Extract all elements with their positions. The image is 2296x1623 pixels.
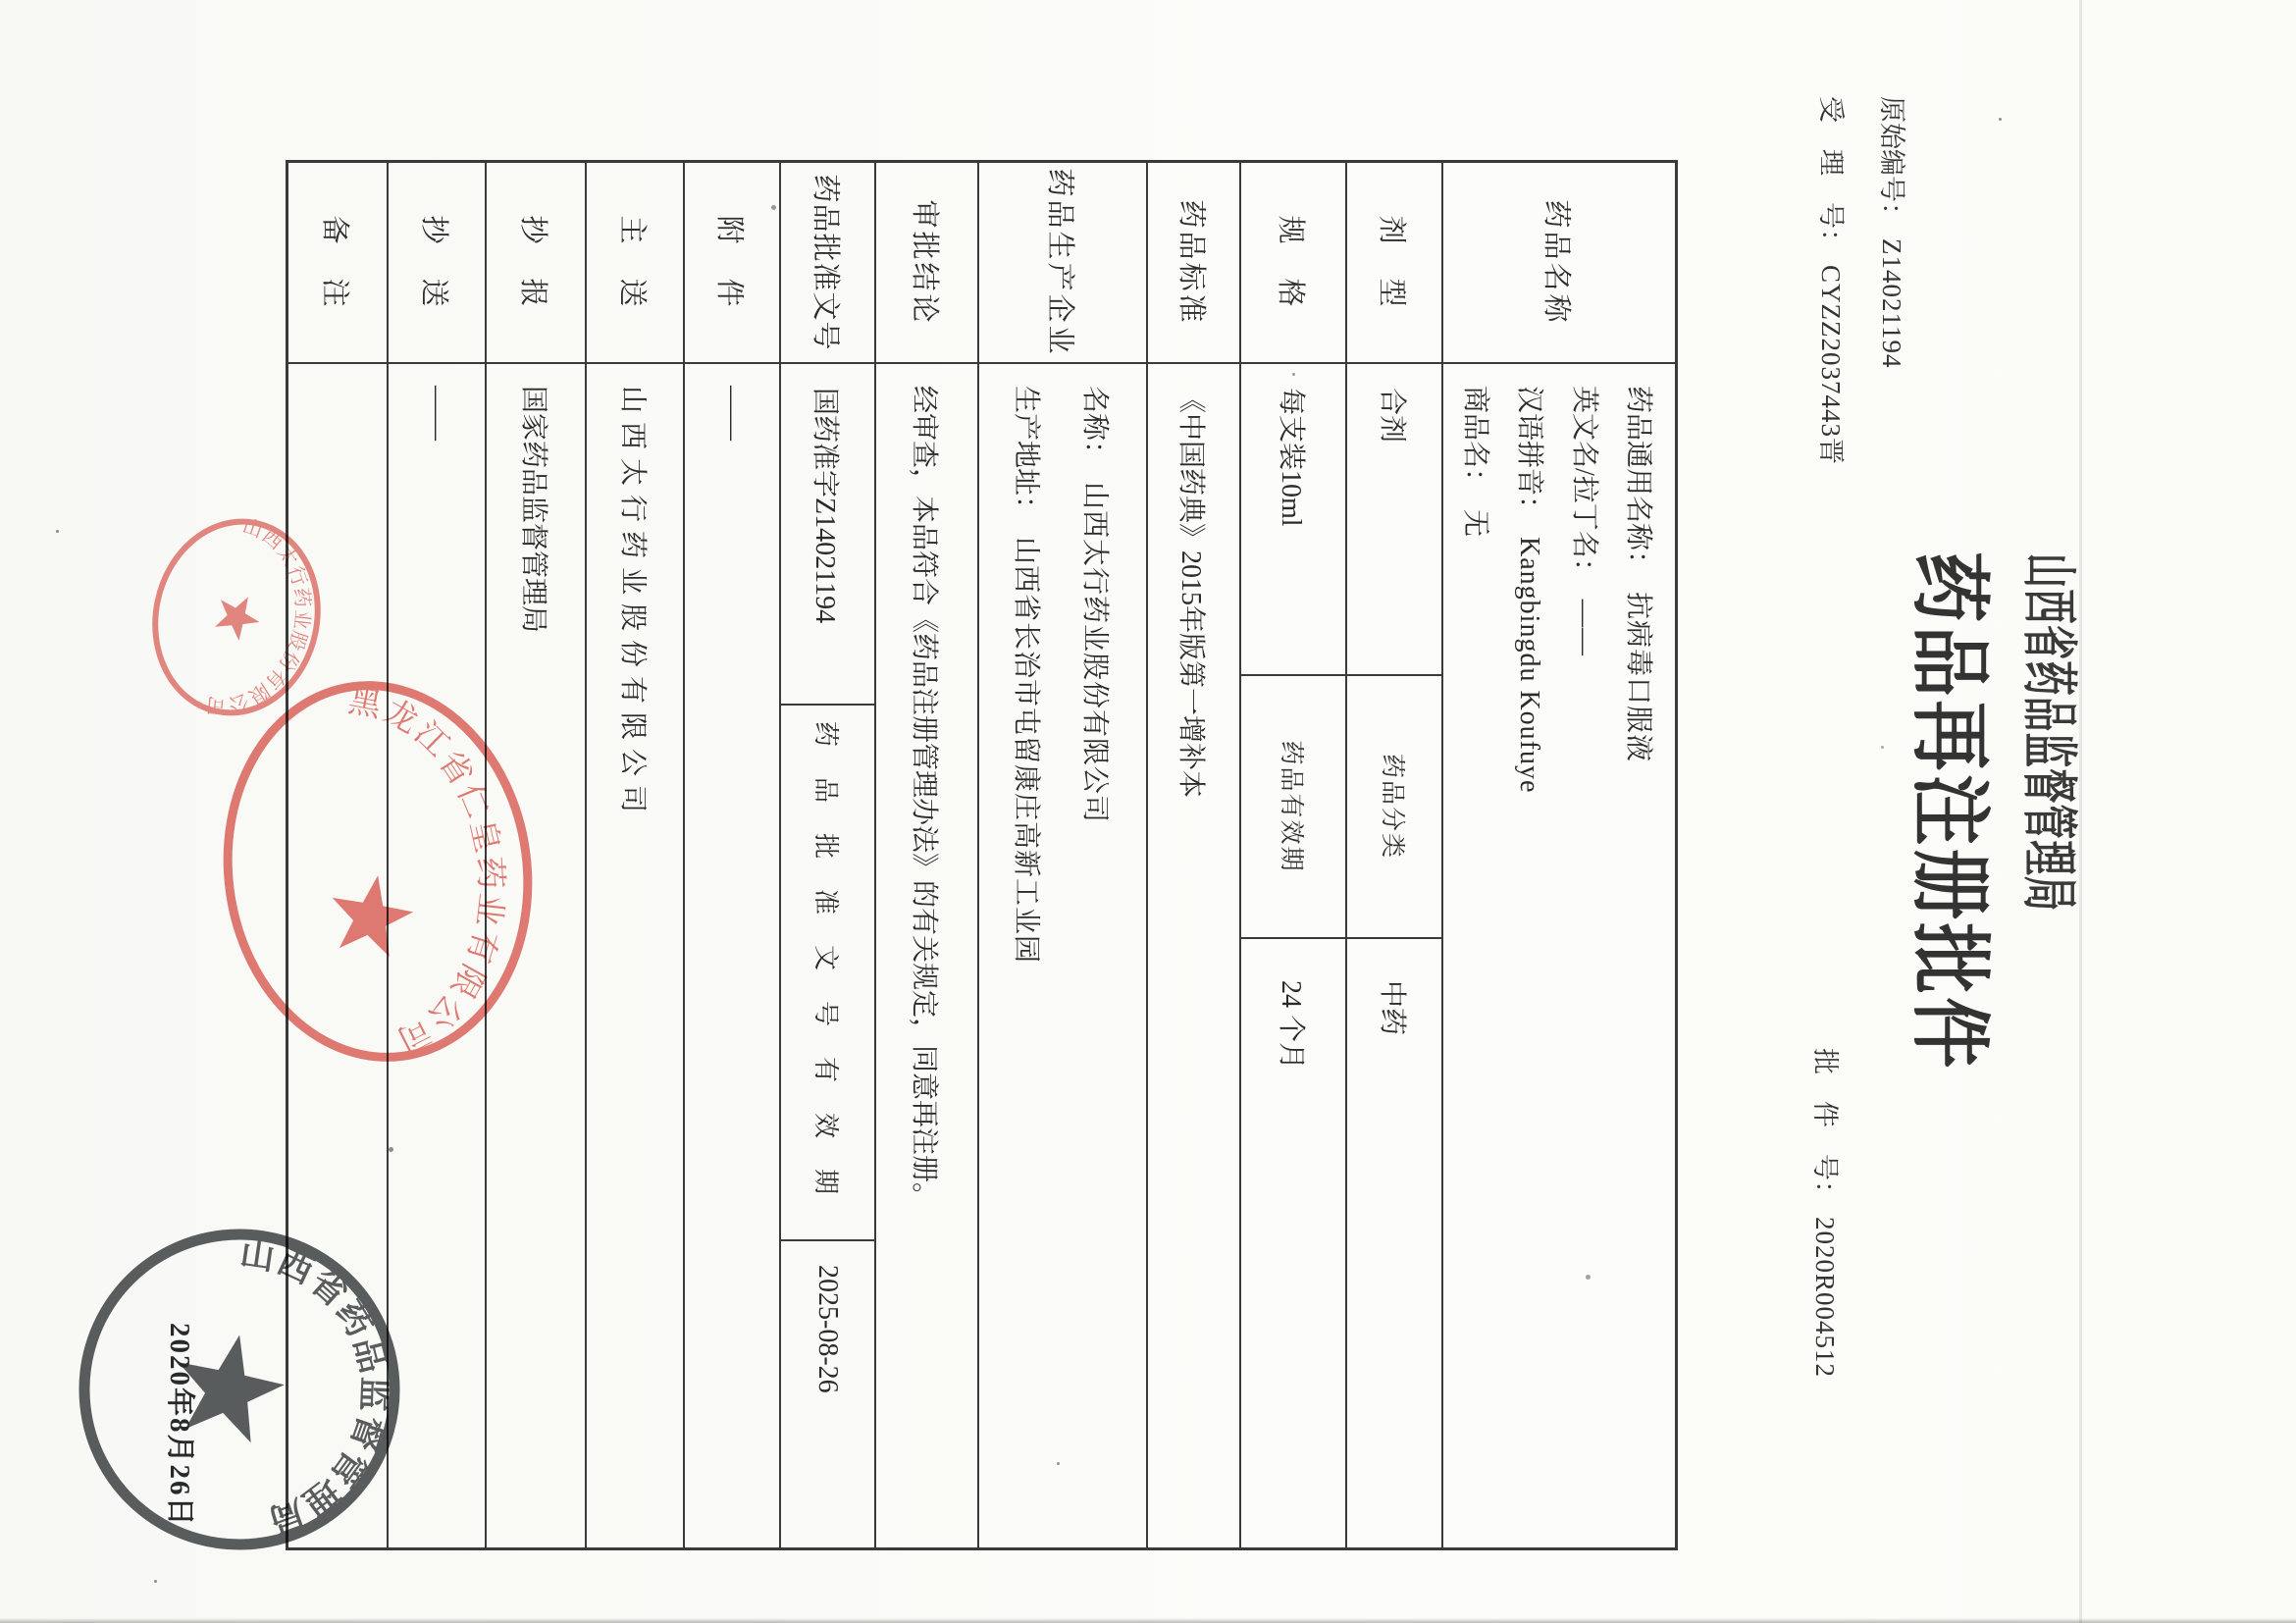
star-icon (213, 592, 264, 645)
original-number-value: Z14021194 (1877, 238, 1906, 369)
row-header-approval-number: 药品批准文号 (781, 163, 874, 364)
attachment-value: —— (717, 386, 748, 441)
red-company-seal-small (147, 513, 326, 721)
drug-category-value: 中药 (1377, 980, 1407, 1036)
original-number-label: 原始编号： (1877, 96, 1906, 229)
scan-edge-shadow (0, 1618, 2296, 1623)
red-company-seal-large (221, 677, 535, 1066)
dosage-form-value: 合剂 (1347, 364, 1441, 676)
approval-document-number-line (1808, 1048, 1847, 1378)
row-header-remarks: 备 注 (288, 163, 387, 364)
acceptance-number-label: 受 理 号： (1816, 96, 1846, 255)
table-row-manufacturer (977, 163, 1146, 1547)
standard-value: 《中国药典》2015年版第一增补本 (1175, 386, 1207, 799)
row-header-specification: 规 格 (1241, 163, 1345, 364)
row-header-copy-send: 抄 送 (389, 163, 485, 364)
table-row-main-recipient (585, 163, 683, 1547)
red-small-seal-text: 山西太行药业股份有限公司 (204, 515, 314, 716)
conclusion-value: 经审查，本品符合《药品注册管理办法》的有关规定，同意再注册。 (909, 386, 940, 1211)
document-title: 药品再注册批件 (1905, 551, 1994, 1072)
table-row-conclusion (874, 163, 977, 1547)
manufacturer-name-line: 名称：山西太行药业股份有限公司 (1079, 386, 1110, 824)
acceptance-number-value: CYZZ2037443晋 (1816, 265, 1846, 465)
approval-number-validity-label: 药品批准文号有效期 (781, 706, 874, 1241)
approval-document-number-value: 2020R004512 (1810, 1217, 1840, 1379)
row-header-conclusion: 审批结论 (876, 163, 977, 364)
attachment-content (685, 364, 779, 1547)
row-header-copy-report: 抄 报 (487, 163, 585, 364)
row-header-manufacturer: 药品生产企业 (979, 163, 1146, 364)
black-seal-text: 山西省药品监督管理局 (237, 1233, 394, 1541)
manufacturer-content (979, 364, 1146, 1547)
black-authority-seal (75, 1225, 404, 1554)
main-recipient-value: 山西太行药业股份有限公司 (617, 386, 648, 822)
row-header-standard: 药品标准 (1148, 163, 1239, 364)
row-header-dosage-form: 剂 型 (1347, 163, 1441, 364)
generic-name-line: 药品通用名称：抗病毒口服液 (1622, 386, 1653, 763)
main-recipient-content (587, 364, 683, 1547)
specification-split-cells (1241, 364, 1345, 1547)
pinyin-name-line: 汉语拼音：Kangbingdu Koufuye (1514, 386, 1545, 794)
specification-value: 每支装10ml (1241, 364, 1345, 676)
table-row-dosage-form (1345, 163, 1441, 1547)
drug-category-label: 药品分类 (1347, 676, 1441, 939)
red-large-seal-text: 黑龙江省仁皇药业有限公司 (345, 681, 510, 1061)
svg-text:黑龙江省仁皇药业有限公司 (340, 677, 534, 1062)
drug-name-content (1443, 364, 1675, 1547)
table-row-standard (1146, 163, 1239, 1547)
table-row-drug-name (1441, 163, 1675, 1547)
english-latin-name-line: 英文名/拉丁名：—— (1568, 386, 1599, 656)
manufacturer-address-line: 生产地址：山西省长治市屯留康庄高新工业园 (1011, 386, 1041, 965)
copy-send-value: —— (422, 386, 452, 441)
standard-content (1148, 364, 1239, 1547)
row-header-main-recipient: 主 送 (587, 163, 683, 364)
star-icon (330, 871, 418, 964)
approval-number-value: 国药准字Z14021194 (781, 364, 874, 706)
table-row-specification (1239, 163, 1345, 1547)
approval-number-validity-value: 2025-08-26 (812, 1265, 844, 1393)
shelf-life-label: 药品有效期 (1241, 676, 1345, 939)
table-row-attachment (683, 163, 779, 1547)
shelf-life-value: 24 个月 (1276, 980, 1306, 1071)
issuing-authority-title: 山西省药品监督管理局 (2017, 552, 2080, 913)
table-row-approval-number (779, 163, 874, 1547)
copy-report-value: 国家药品监督管理局 (518, 386, 548, 634)
dosage-form-split-cells (1347, 364, 1441, 1547)
row-header-attachment: 附 件 (685, 163, 779, 364)
svg-text:山西太行药业股份有限公司 (201, 514, 326, 721)
issue-date: 2020年8月26日 (164, 1323, 195, 1528)
approval-document-number-label: 批 件 号： (1810, 1048, 1840, 1207)
row-header-drug-name: 药品名称 (1443, 163, 1675, 364)
conclusion-content (876, 364, 977, 1547)
original-number-line (1875, 96, 1913, 369)
acceptance-number-line (1814, 96, 1852, 465)
trade-name-line: 商品名：无 (1460, 386, 1491, 539)
approval-number-split-cells (781, 364, 874, 1547)
